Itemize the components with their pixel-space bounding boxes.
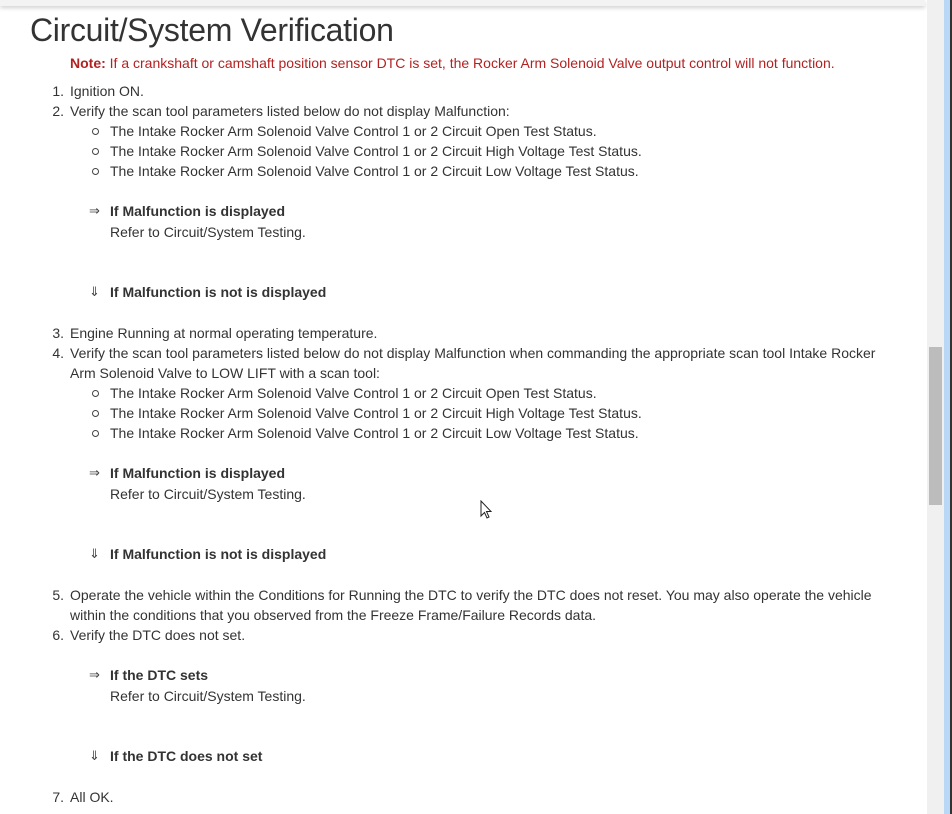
step-5-line-2: within the conditions that you observed from the Freeze Frame/Failure Records data.	[70, 607, 597, 623]
step-4-item: The Intake Rocker Arm Solenoid Valve Control 1 or 2 Circuit Low Voltage Test Status.	[110, 425, 639, 441]
step-6-if: If the DTC sets	[110, 667, 209, 683]
step-2-item: The Intake Rocker Arm Solenoid Valve Control 1 or 2 Circuit Low Voltage Test Status.	[110, 163, 639, 179]
step-5-line-1: Operate the vehicle within the Conditions for Running the DTC to verify the DTC does not reset. You may also operate the vehicle	[70, 587, 872, 603]
step-6: Verify the DTC does not set.	[70, 627, 246, 643]
step-2-ifnot: If Malfunction is not is displayed	[110, 284, 327, 300]
step-number: 5.	[52, 587, 64, 603]
note	[70, 55, 835, 71]
page-title: Circuit/System Verification	[30, 12, 394, 48]
step-4-item: The Intake Rocker Arm Solenoid Valve Control 1 or 2 Circuit High Voltage Test Status.	[110, 405, 642, 421]
right-arrow-icon: ⇒	[89, 465, 100, 480]
step-2-refer-link[interactable]: Refer to Circuit/System Testing.	[110, 224, 306, 240]
down-arrow-icon: ⇓	[89, 284, 100, 299]
step-6-refer-link[interactable]: Refer to Circuit/System Testing.	[110, 688, 306, 704]
bullet-icon	[92, 168, 99, 175]
down-arrow-icon: ⇓	[89, 546, 100, 561]
note-text: If a crankshaft or camshaft position sensor DTC is set, the Rocker Arm Solenoid Valve output control will not function.	[105, 55, 835, 71]
bullet-icon	[92, 430, 99, 437]
scrollbar-thumb[interactable]	[929, 347, 942, 505]
right-arrow-icon: ⇒	[89, 667, 100, 682]
header-bar	[0, 0, 925, 6]
step-4-line-2: Arm Solenoid Valve to LOW LIFT with a scan tool:	[70, 365, 380, 381]
mouse-cursor-icon	[480, 500, 494, 520]
step-2-item: The Intake Rocker Arm Solenoid Valve Control 1 or 2 Circuit High Voltage Test Status.	[110, 143, 642, 159]
note-label: Note:	[70, 55, 106, 71]
step-1: Ignition ON.	[70, 83, 144, 99]
step-3: Engine Running at normal operating temperature.	[70, 325, 378, 341]
step-4-line-1: Verify the scan tool parameters listed below do not display Malfunction when commanding the appropriate scan tool Intake Rocker	[70, 345, 876, 361]
step-6-ifnot: If the DTC does not set	[110, 748, 263, 764]
step-2: Verify the scan tool parameters listed below do not display Malfunction:	[70, 103, 510, 119]
step-number: 4.	[52, 345, 64, 361]
bullet-icon	[92, 410, 99, 417]
step-number: 1.	[52, 83, 64, 99]
step-number: 3.	[52, 325, 64, 341]
bullet-icon	[92, 128, 99, 135]
step-number: 2.	[52, 103, 64, 119]
step-7: All OK.	[70, 789, 114, 805]
step-2-item: The Intake Rocker Arm Solenoid Valve Control 1 or 2 Circuit Open Test Status.	[110, 123, 597, 139]
step-number: 7.	[52, 789, 64, 805]
step-2-if: If Malfunction is displayed	[110, 203, 286, 219]
down-arrow-icon: ⇓	[89, 748, 100, 763]
step-number: 6.	[52, 627, 64, 643]
step-4-item: The Intake Rocker Arm Solenoid Valve Control 1 or 2 Circuit Open Test Status.	[110, 385, 597, 401]
step-4-refer-link[interactable]: Refer to Circuit/System Testing.	[110, 486, 306, 502]
bullet-icon	[92, 390, 99, 397]
bullet-icon	[92, 148, 99, 155]
right-arrow-icon: ⇒	[89, 203, 100, 218]
step-4-ifnot: If Malfunction is not is displayed	[110, 546, 327, 562]
step-4-if: If Malfunction is displayed	[110, 465, 286, 481]
